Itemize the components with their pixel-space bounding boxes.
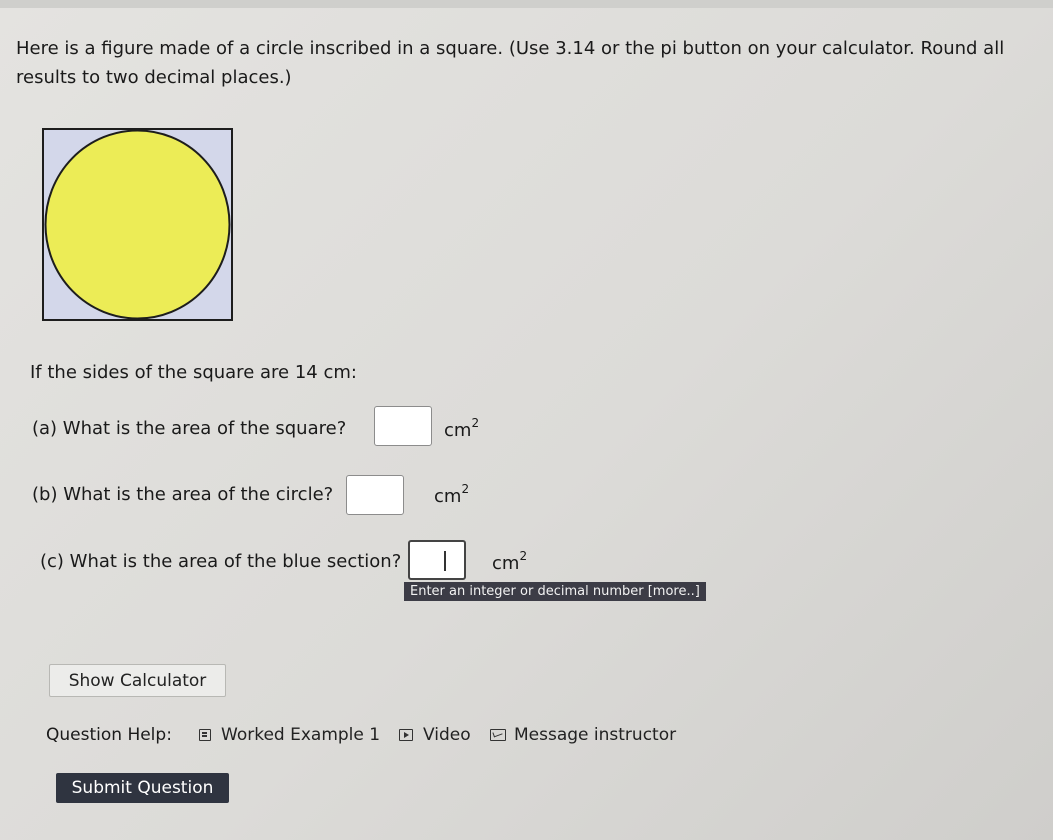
part-a-answer-input[interactable]	[374, 406, 432, 446]
document-icon	[199, 729, 211, 741]
part-c-answer-input[interactable]	[408, 540, 466, 580]
part-b-answer-input[interactable]	[346, 475, 404, 515]
part-b-label: (b) What is the area of the circle?	[32, 484, 334, 505]
submit-question-button[interactable]: Submit Question	[56, 773, 229, 803]
part-a-label: (a) What is the area of the square?	[32, 418, 347, 439]
worked-example-link[interactable]: Worked Example 1	[221, 725, 381, 745]
top-border	[0, 0, 1053, 8]
part-c-label: (c) What is the area of the blue section?	[40, 551, 402, 572]
video-icon	[399, 729, 413, 741]
text-caret	[444, 551, 446, 571]
question-prompt: If the sides of the square are 14 cm:	[30, 362, 357, 383]
part-b-unit: $cm^2$	[434, 482, 470, 507]
circle-in-square-figure	[42, 128, 234, 322]
circle-shape	[46, 131, 230, 319]
envelope-icon	[490, 729, 506, 741]
input-hint-tooltip[interactable]: Enter an integer or decimal number [more..]	[404, 582, 706, 601]
question-intro: Here is a figure made of a circle inscribed in a square. (Use 3.14 or the pi button on your calculator. Round all results to two decimal places.)	[16, 38, 1005, 88]
part-c-unit: $cm^2$	[492, 549, 528, 574]
video-link[interactable]: Video	[423, 725, 471, 745]
message-instructor-link[interactable]: Message instructor	[514, 725, 677, 745]
part-a-unit: $cm^2$	[444, 416, 480, 441]
question-help-label: Question Help:	[46, 725, 172, 745]
show-calculator-button[interactable]: Show Calculator	[49, 664, 226, 697]
